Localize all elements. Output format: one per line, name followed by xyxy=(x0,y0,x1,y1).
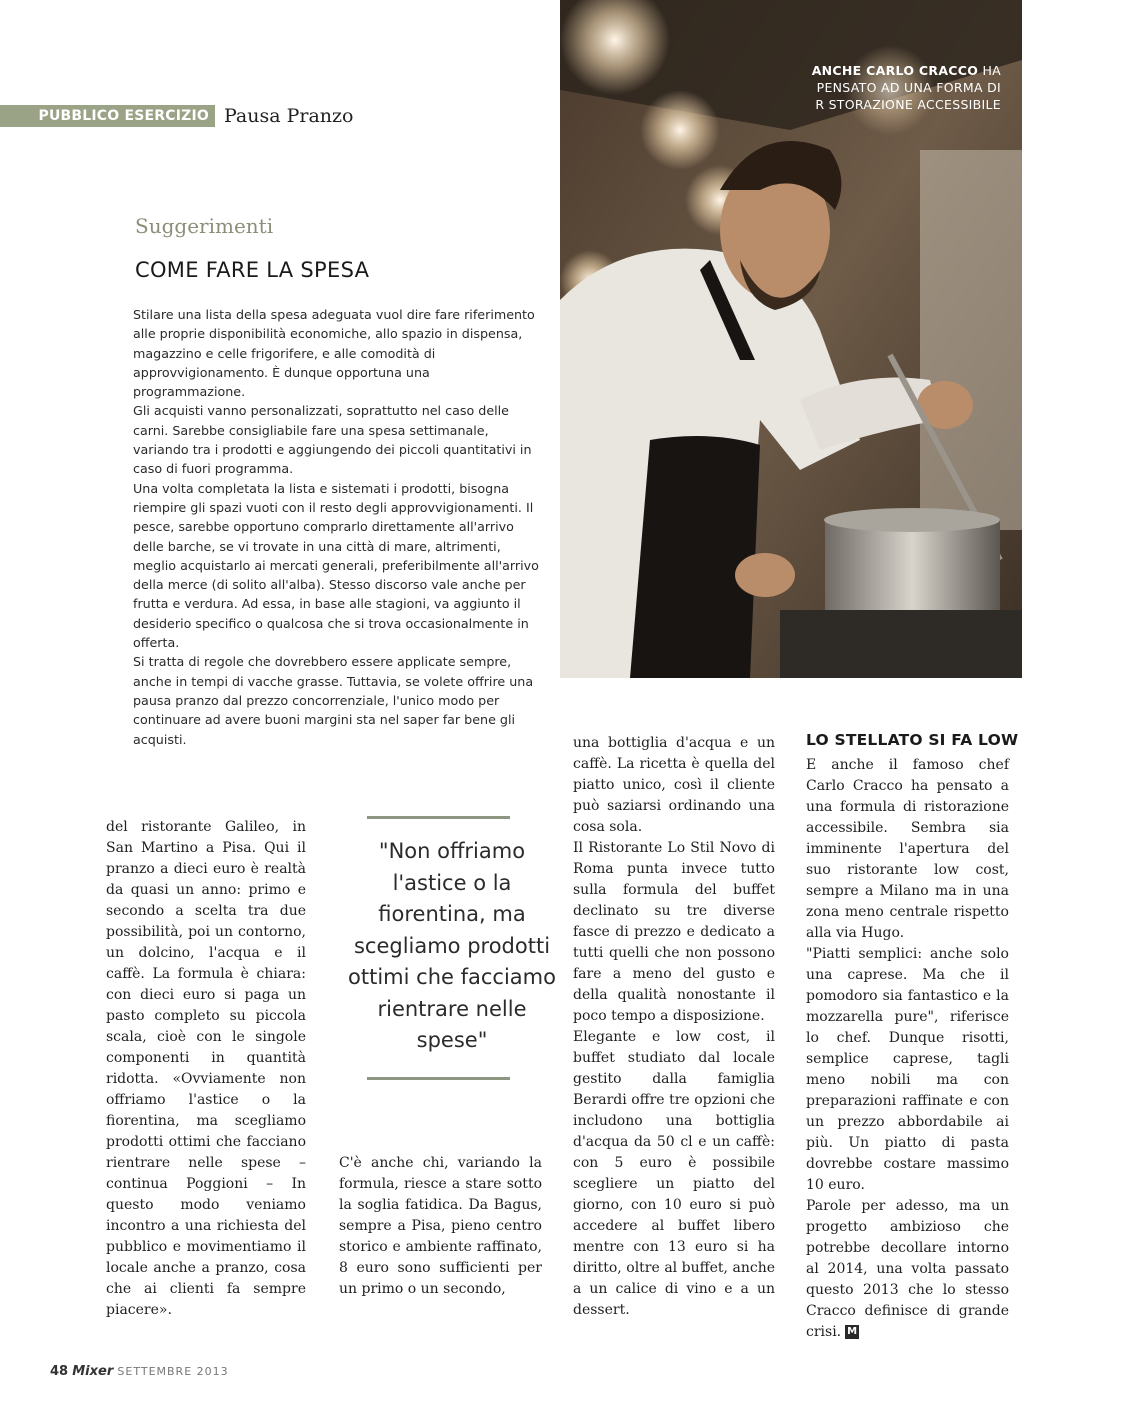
article-closing-text: Parole per adesso, ma un progetto ambizioso che potrebbe decollare intorno al 2014, una volta passato questo 2013 che lo stesso Cracco definisce di grande crisi. xyxy=(806,1198,1009,1340)
caption-line2: PENSATO AD UNA FORMA DI xyxy=(816,80,1001,95)
section-tag: PUBBLICO ESERCIZIO xyxy=(0,105,215,127)
column-4-heading: LO STELLATO SI FA LOW xyxy=(806,731,1019,749)
article-column-3 xyxy=(573,733,775,1321)
section-title: Pausa Pranzo xyxy=(224,105,354,127)
tips-body xyxy=(133,305,543,749)
tips-paragraph: Si tratta di regole che dovrebbero essere applicate sempre, anche in tempi di vacche grasse. Tuttavia, se volete offrire una pausa pranzo dal prezzo concorrenziale, l'unico modo per continuare ad avere buoni margini sta nel saper far bene gli acquisti. xyxy=(133,654,534,747)
article-paragraph: Il Ristorante Lo Stil Novo di Roma punta invece tutto sulla formula del buffet declinato su tre diverse fasce di prezzo e dedicato a tutti quelli che non possono fare a meno del gusto e della qualità nonostante il poco tempo a disposizione. xyxy=(573,840,775,1024)
quote-divider-top xyxy=(367,816,510,819)
quote-divider-bottom xyxy=(367,1077,510,1080)
article-paragraph: C'è anche chi, variando la formula, riesce a stare sotto la soglia fatidica. Da Bagus, sempre a Pisa, pieno centro storico e ambiente raffinato, 8 euro sono sufficienti per un primo o un secondo, xyxy=(339,1155,542,1297)
tips-paragraph: Gli acquisti vanno personalizzati, soprattutto nel caso delle carni. Sarebbe consigliabile fare una spesa settimanale, variando tra i prodotti e aggiungendo dei piccoli quantitativi in caso di fuori programma. xyxy=(133,403,532,477)
pull-quote: "Non offriamo l'astice o la fiorentina, ma scegliamo prodotti ottimi che facciamo rientrare nelle spese" xyxy=(348,839,556,1052)
photo-caption xyxy=(812,62,1001,113)
tips-paragraph: Stilare una lista della spesa adeguata vuol dire fare riferimento alle proprie disponibilità economiche, allo spazio in dispensa, magazzino e celle frigorifere, e alle comodità di approvvigionamento. È dunque opportuna una programmazione. xyxy=(133,307,535,400)
caption-line1-rest: HA xyxy=(978,63,1001,78)
end-mark-icon: M xyxy=(845,1325,859,1339)
page-number: 48 xyxy=(50,1364,69,1379)
page-footer xyxy=(50,1364,229,1379)
article-column-2 xyxy=(339,1153,542,1300)
article-paragraph: Elegante e low cost, il buffet studiato dal locale gestito dalla famiglia Berardi offre tre opzioni che includono una bottiglia d'acqua da 50 cl e un caffè: con 5 euro è possibile scegliere un piatto del giorno, con 10 euro si può accedere al buffet libero mentre con 13 euro si ha diritto, oltre al buffet, anche a un calice di vino e a un dessert. xyxy=(573,1029,775,1318)
article-paragraph: del ristorante Galileo, in San Martino a Pisa. Qui il pranzo a dieci euro è realtà da quasi un anno: primo e secondo a scelta tra due possibilità, poi un contorno, un dolcino, l'acqua e il caffè. La formula è chiara: con dieci euro si paga un pasto completo su piccola scala, cioè con le singole componenti in quantità ridotta. «Ovviamente non offriamo l'astice o la fiorentina, ma scegliamo prodotti ottimi che facciano rientrare nelle spese – continua Poggioni – In questo modo veniamo incontro a una richiesta del pubblico e movimentiamo il locale anche a pranzo, cosa che ai clienti fa sempre piacere». xyxy=(106,819,306,1318)
tips-heading: COME FARE LA SPESA xyxy=(135,258,370,282)
article-paragraph: una bottiglia d'acqua e un caffè. La ricetta è quella del piatto unico, così il cliente può saziarsi ordinando una cosa sola. xyxy=(573,735,775,835)
article-column-1 xyxy=(106,817,306,1321)
article-paragraph: "Piatti semplici: anche solo una caprese. Ma che il pomodoro sia fantastico e la mozzarella pure", riferisce lo chef. Dunque risotti, semplice caprese, tagli meno nobili ma con preparazioni raffinate e con un prezzo abbordabile ai più. Un piatto di pasta dovrebbe costare massimo 10 euro. xyxy=(806,946,1009,1193)
tips-kicker: Suggerimenti xyxy=(135,214,274,238)
section-header xyxy=(0,104,354,128)
tips-paragraph: Una volta completata la lista e sistemati i prodotti, bisogna riempire gli spazi vuoti con il resto degli approvvigionamenti. Il pesce, sarebbe opportuno comprarlo direttamente all'arrivo delle barche, se vi trovate in una città di mare, altrimenti, meglio acquistarlo ai mercati generali, preferibilmente all'arrivo della merce (di solito all'alba). Stesso discorso vale anche per frutta e verdura. Ad essa, in base alle stagioni, va aggiunto il desiderio specifico o qualcosa che si trova occasionalmente in offerta. xyxy=(133,480,539,651)
article-column-4 xyxy=(806,755,1009,1343)
article-paragraph: E anche il famoso chef Carlo Cracco ha pensato a una formula di ristorazione accessibile. Sembra sia imminente l'apertura del suo ristorante low cost, sempre a Milano ma in una zona meno centrale rispetto alla via Hugo. xyxy=(806,757,1009,941)
caption-name: ANCHE CARLO CRACCO xyxy=(811,63,979,78)
article-paragraph xyxy=(806,1196,1009,1343)
magazine-name: Mixer xyxy=(72,1364,114,1379)
caption-line3: R STORAZIONE ACCESSIBILE xyxy=(815,97,1001,112)
issue-date: SETTEMBRE 2013 xyxy=(117,1365,229,1378)
